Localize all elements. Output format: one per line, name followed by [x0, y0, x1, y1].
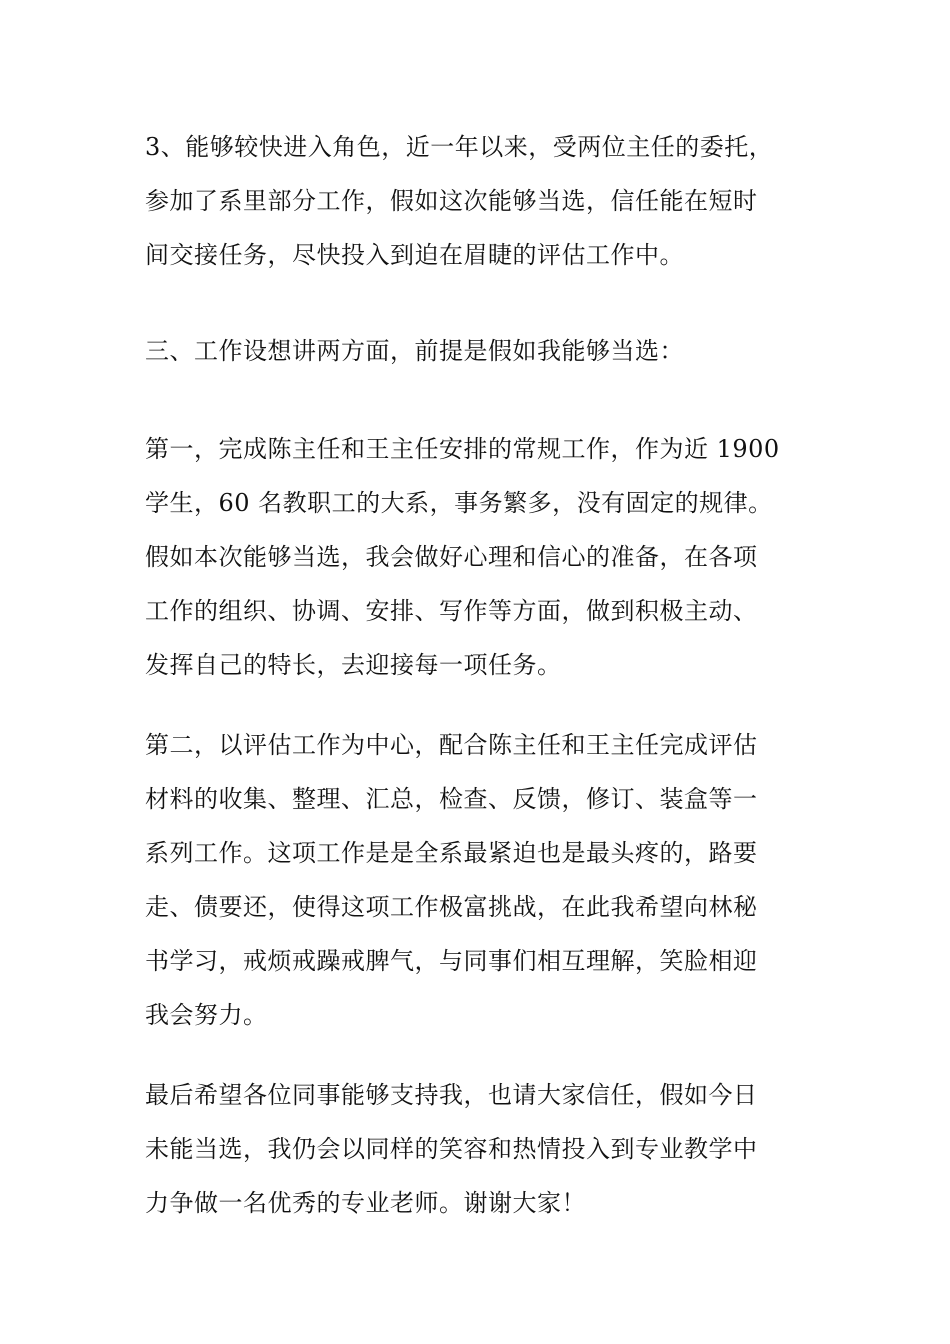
text-line: 书学习，戒烦戒躁戒脾气，与同事们相互理解，笑脸相迎 [145, 947, 758, 975]
text-line: 系列工作。这项工作是是全系最紧迫也是最头疼的，路要 [145, 839, 758, 867]
paragraph-closing [145, 1068, 815, 1230]
text-line: 参加了系里部分工作，假如这次能够当选，信任能在短时 [145, 187, 758, 215]
text-line: 未能当选，我仍会以同样的笑容和热情投入到专业教学中 [145, 1135, 758, 1163]
text-line: 发挥自己的特长，去迎接每一项任务。 [145, 651, 562, 679]
text-line: 最后希望各位同事能够支持我，也请大家信任，假如今日 [145, 1081, 758, 1109]
text-line: 假如本次能够当选，我会做好心理和信心的准备，在各项 [145, 543, 758, 571]
section-heading-work-plan [145, 324, 815, 378]
text-line: 间交接任务，尽快投入到迫在眉睫的评估工作中。 [145, 241, 684, 269]
text-line: 我会努力。 [145, 1001, 268, 1029]
text-line: 第二，以评估工作为中心，配合陈主任和王主任完成评估 [145, 731, 758, 759]
text-line: 学生，60 名教职工的大系，事务繁多，没有固定的规律。 [145, 489, 773, 517]
text-line: 力争做一名优秀的专业老师。谢谢大家！ [145, 1189, 586, 1217]
text-line: 三、工作设想讲两方面，前提是假如我能够当选： [145, 337, 684, 365]
paragraph-second-plan [145, 718, 815, 1042]
text-line: 材料的收集、整理、汇总，检查、反馈，修订、装盒等一 [145, 785, 758, 813]
text-line: 工作的组织、协调、安排、写作等方面，做到积极主动、 [145, 597, 758, 625]
text-line: 3、能够较快进入角色，近一年以来，受两位主任的委托， [145, 133, 774, 161]
text-line: 走、债要还，使得这项工作极富挑战，在此我希望向林秘 [145, 893, 758, 921]
text-line: 第一，完成陈主任和王主任安排的常规工作，作为近 1900 [145, 435, 780, 463]
paragraph-first-plan [145, 422, 815, 692]
paragraph-point-3 [145, 120, 815, 282]
